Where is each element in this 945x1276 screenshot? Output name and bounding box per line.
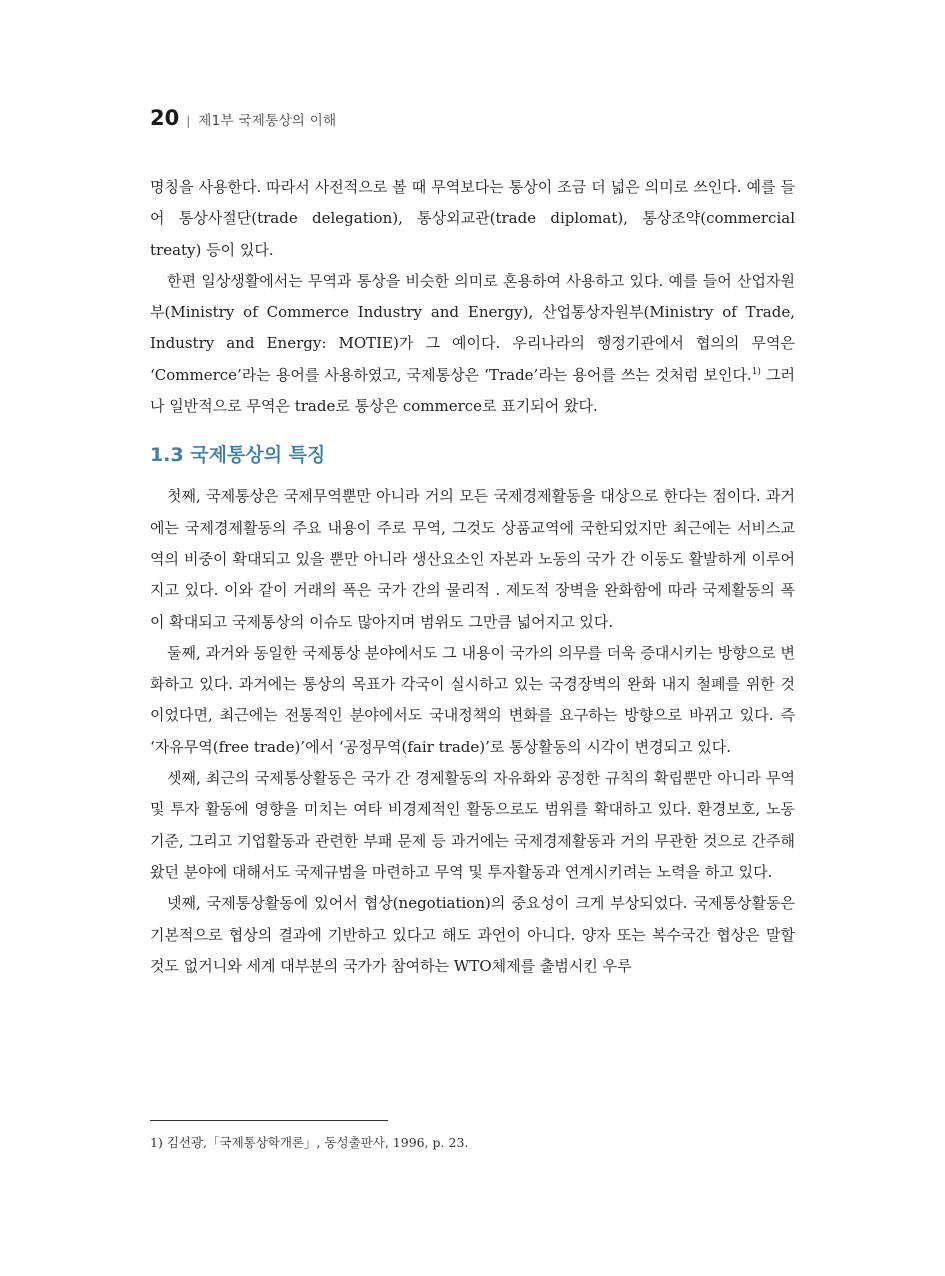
paragraph-fourth: 넷째, 국제통상활동에 있어서 협상(negotiation)의 중요성이 크게 부상되었다. 국제통상활동은 기본적으로 협상의 결과에 기반하고 있다고 해도 과언이 아니다. 양자 또는 복수국간 협상은 말할 것도 없거니와 세계 대부분의 국가가 참여하는 WTO체제를 출범시킨 우루 — [150, 894, 795, 975]
paragraph-third: 셋째, 최근의 국제통상활동은 국가 간 경제활동의 자유화와 공정한 규칙의 확립뿐만 아니라 무역 및 투자 활동에 영향을 미치는 여타 비경제적인 활동으로도 범위를 확대하고 있다. 환경보호, 노동기준, 그리고 기업활동과 관련한 부패 문제 등 과거에는 국제경제활동과 거의 무관한 것으로 간주해 왔던 분야에 대해서도 국제규범을 마련하고 무역 및 투자활동과 연계시키려는 노력을 하고 있다. — [150, 769, 795, 881]
footnote: 1) 김선광,「국제통상학개론」, 동성출판사, 1996, p. 23. — [150, 1135, 469, 1150]
paragraph-second: 둘째, 과거와 동일한 국제통상 분야에서도 그 내용이 국가의 의무를 더욱 증대시키는 방향으로 변화하고 있다. 과거에는 통상의 목표가 각국이 실시하고 있는 국경장벽의 완화 내지 철폐를 위한 것이었다면, 최근에는 전통적인 분야에서도 국내정책의 변화를 요구하는 방향으로 바뀌고 있다. 즉 ‘자유무역(free trade)’에서 ‘공정무역(fair trade)’로 통상활동의 시각이 변경되고 있다. — [150, 643, 795, 756]
paragraph-usage-tail: 그러나 일반적으로 무역은 trade로 통상은 commerce로 표기되어 왔다. — [150, 365, 795, 416]
header-separator: | — [186, 114, 191, 128]
body-text — [150, 172, 795, 982]
running-header — [150, 106, 336, 130]
paragraph-usage — [150, 266, 795, 422]
page-number: 20 — [150, 106, 180, 130]
paragraph-usage-text: 한편 일상생활에서는 무역과 통상을 비슷한 의미로 혼용하여 사용하고 있다. 예를 들어 산업자원부(Ministry of Commerce Industry and Energy), 산업통상자원부(Ministry of Trade, Industry and Energy: MOTIE)가 그 예이다. 우리나라의 행정기관에서 협의의 무역은 ‘Commerce’라는 용어를 사용하였고, 국제통상은 ‘Trade’라는 용어를 쓰는 것처럼 보인다. — [150, 271, 795, 384]
footnote-divider — [150, 1120, 388, 1121]
section-heading: 1.3 국제통상의 특징 — [150, 444, 326, 467]
part-title: 제1부 국제통상의 이해 — [198, 113, 337, 129]
footnote-reference[interactable]: 1) — [751, 366, 761, 377]
paragraph-first: 첫째, 국제통상은 국제무역뿐만 아니라 거의 모든 국제경제활동을 대상으로 한다는 점이다. 과거에는 국제경제활동의 주요 내용이 주로 무역, 그것도 상품교역에 국한되었지만 최근에는 서비스교역의 비중이 확대되고 있을 뿐만 아니라 생산요소인 자본과 노동의 국가 간 이동도 활발하게 이루어지고 있다. 이와 같이 거래의 폭은 국가 간의 물리적 . 제도적 장벽을 완화함에 따라 국제활동의 폭이 확대되고 국제통상의 이슈도 많아지며 범위도 그만큼 넓어지고 있다. — [150, 487, 795, 631]
paragraph-intro: 명칭을 사용한다. 따라서 사전적으로 볼 때 무역보다는 통상이 조금 더 넓은 의미로 쓰인다. 예를 들어 통상사절단(trade delegation), 통상외교관(trade diplomat), 통상조약(commercial treaty) 등이 있다. — [150, 178, 795, 259]
